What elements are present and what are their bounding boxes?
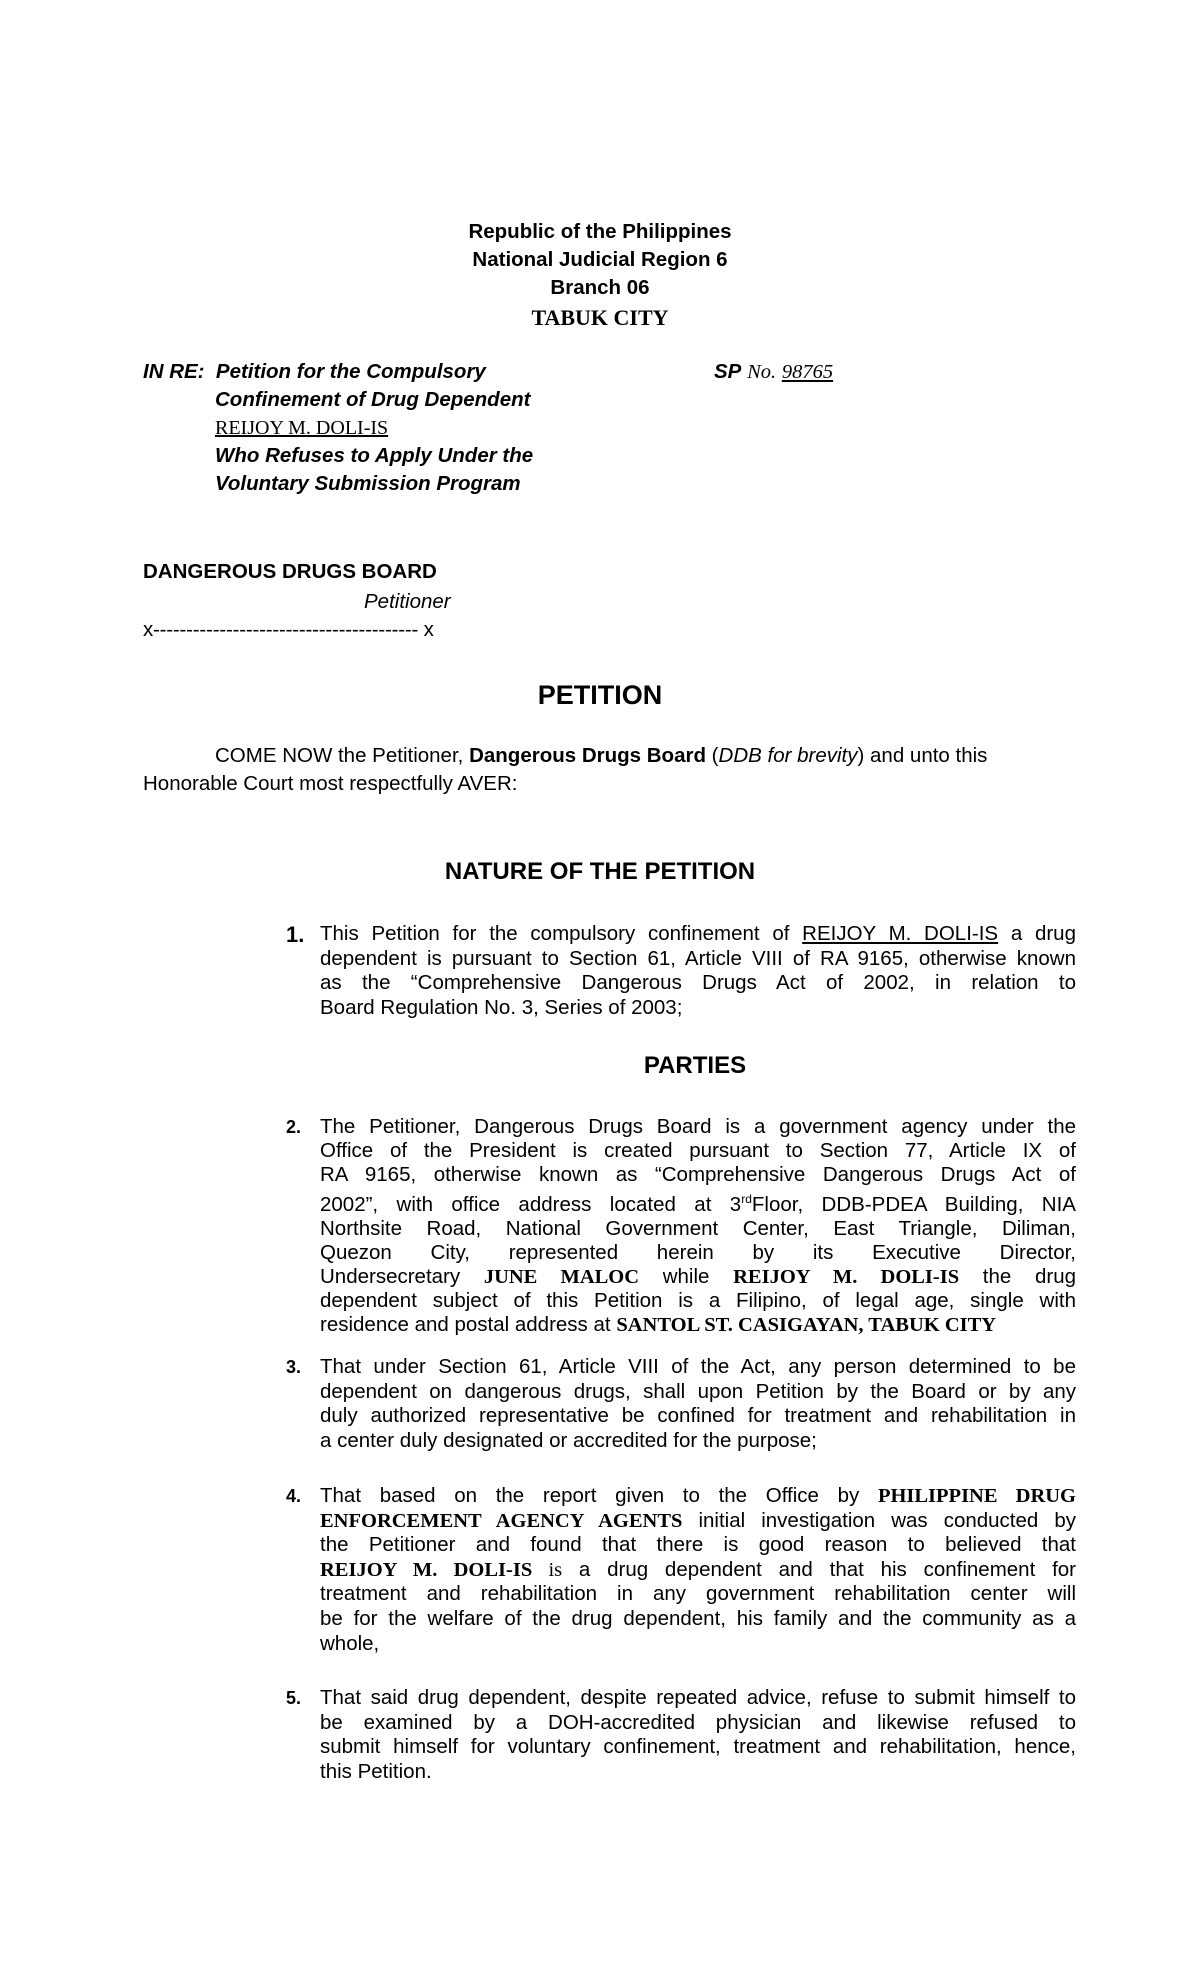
- section-parties-title: PARTIES: [643, 1052, 747, 1079]
- section-nature-title: NATURE OF THE PETITION: [444, 858, 756, 885]
- sp-number: 98765: [781, 361, 834, 383]
- intro-line-2: Honorable Court most respectfully AVER:: [143, 772, 518, 795]
- respondent-name: REIJOY M. DOLI-IS: [802, 922, 999, 945]
- court-header: [0, 218, 1200, 332]
- document-title: PETITION: [537, 680, 663, 710]
- item-text: That under Section 61, Article VIII of the Act, any person determined to be dependent on dangerous drugs, shall upon Petition by the Board or by any duly authorized representative be confined for treatment and rehabilitation in a center duly designated or accredited for the purpose;: [320, 1355, 1076, 1452]
- intro-ddb: Dangerous Drugs Board: [469, 744, 706, 767]
- petitioner-name: DANGEROUS DRUGS BOARD: [143, 560, 437, 583]
- caption-line-4: Who Refuses to Apply Under the: [215, 444, 534, 467]
- agency-name: PHILIPPINE DRUG: [877, 1485, 1076, 1507]
- item-text: This Petition for the compulsory confinement of REIJOY M. DOLI-IS a drug dependent is pursuant to Section 61, Article VIII of RA 9165, otherwise known as the “Comprehensive Dangerous Drugs Act of 2002, in relation to Board Regulation No. 3, Series of 2003;: [320, 922, 1076, 1019]
- header-branch: Branch 06: [550, 276, 650, 299]
- caption-line-5: Voluntary Submission Program: [215, 472, 521, 495]
- header-city: TABUK CITY: [531, 305, 669, 330]
- item-number: 3.: [286, 1357, 302, 1377]
- header-region: National Judicial Region 6: [472, 248, 728, 271]
- item-text: That based on the report given to the Office by PHILIPPINE DRUG ENFORCEMENT AGENCY AGENTS initial investigation was conducted by the Petitioner and found that there is good reason to believed that REIJOY M. DOLI-IS is a drug dependent and that his confinement for treatment and rehabilitation in any government rehabilitation center will be for the welfare of the drug dependent, his family and the community as a whole,: [320, 1484, 1076, 1655]
- list-item-4: [286, 1484, 1076, 1664]
- list-item-1: [286, 922, 1076, 1032]
- item-number: 4.: [286, 1486, 302, 1506]
- executive-director-name: JUNE MALOC: [483, 1265, 640, 1288]
- in-re-label: IN RE:: [143, 360, 205, 383]
- header-republic: Republic of the Philippines: [468, 220, 732, 243]
- caption-respondent: REIJOY M. DOLI-IS: [215, 417, 389, 439]
- item-number: 2.: [286, 1117, 302, 1137]
- case-caption: [143, 358, 623, 498]
- caption-line-2: Confinement of Drug Dependent: [215, 388, 531, 411]
- intro-paragraph: [143, 742, 1073, 798]
- respondent-name: REIJOY M. DOLI-IS: [320, 1558, 533, 1581]
- list-item-2: [286, 1115, 1076, 1345]
- item-number: 5.: [286, 1688, 302, 1708]
- intro-line-1: COME NOW the Petitioner, Dangerous Drugs Board (DDB for brevity) and unto this: [215, 744, 988, 767]
- list-item-5: [286, 1686, 1076, 1791]
- respondent-name: REIJOY M. DOLI-IS: [733, 1265, 960, 1288]
- caption-petition-text: Petition for the Compulsory: [215, 360, 486, 383]
- agency-name-cont: ENFORCEMENT AGENCY AGENTS: [320, 1509, 683, 1532]
- petitioner-role: Petitioner: [364, 590, 451, 613]
- list-item-3: [286, 1355, 1076, 1460]
- case-number: [714, 358, 839, 386]
- caption-line-1: [143, 358, 623, 386]
- sp-label: SP: [714, 360, 742, 383]
- item-text: That said drug dependent, despite repeated advice, refuse to submit himself to be examined by a DOH-accredited physician and likewise refused to submit himself for voluntary confinement, treatment and rehabilitation, hence, this Petition.: [320, 1686, 1076, 1783]
- item-text: The Petitioner, Dangerous Drugs Board is a government agency under the Office of the President is created pursuant to Section 77, Article IX of RA 9165, otherwise known as “Comprehensive Dangerous Drugs Act of 2002”, with office address located at 3rdFloor, DDB-PDEA Building, NIA Northsite Road, National Government Center, East Triangle, Diliman, Quezon City, represented herein by its Executive Director, Undersecretary JUNE MALOC while REIJOY M. DOLI-IS the drug dependent subject of this Petition is a Filipino, of legal age, single with residence and postal address at SANTOL ST. CASIGAYAN, TABUK CITY: [320, 1115, 1077, 1336]
- item-number: 1.: [286, 922, 305, 947]
- respondent-address: SANTOL ST. CASIGAYAN, TABUK CITY: [616, 1313, 997, 1336]
- caption-divider: x---------------------------------------- x: [143, 618, 434, 641]
- sp-no-label: No.: [747, 361, 777, 383]
